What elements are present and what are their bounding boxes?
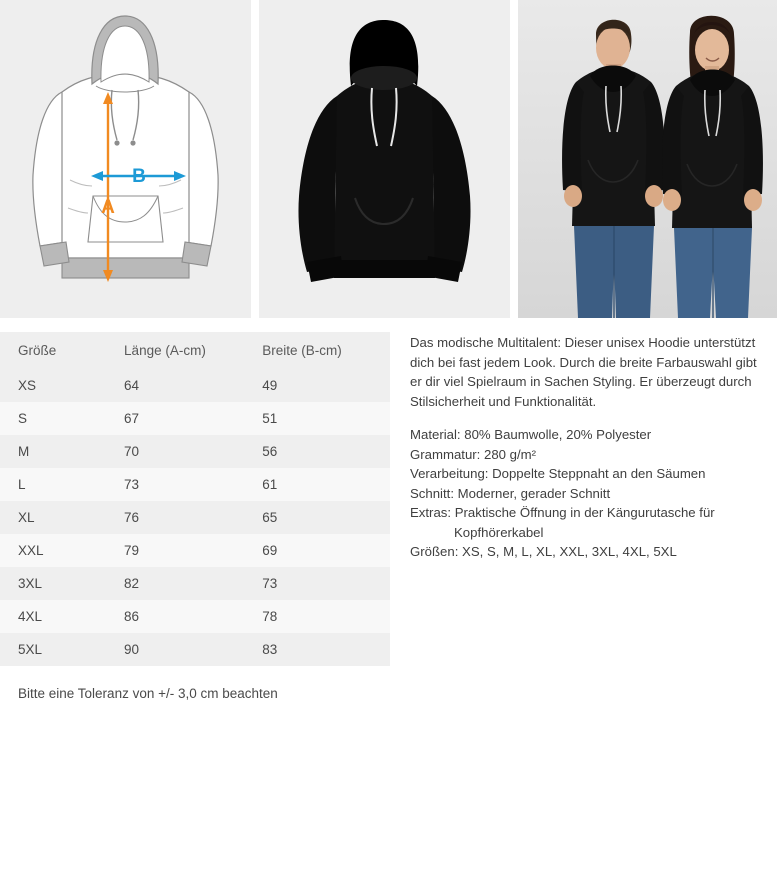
size-table-column xyxy=(0,332,390,701)
cell-width: 83 xyxy=(244,633,390,666)
cell-length: 79 xyxy=(106,534,244,567)
model-photo-card xyxy=(518,0,777,318)
table-row xyxy=(0,600,390,633)
spec-fit: Schnitt: Moderner, gerader Schnitt xyxy=(410,485,611,501)
details-section xyxy=(0,318,777,701)
spec-weight: Grammatur: 280 g/m² xyxy=(410,446,537,462)
cell-width: 51 xyxy=(244,402,390,435)
table-row xyxy=(0,369,390,402)
cell-length: 82 xyxy=(106,567,244,600)
cell-size: 5XL xyxy=(0,633,106,666)
header-size: Größe xyxy=(0,332,106,369)
cell-length: 67 xyxy=(106,402,244,435)
cell-width: 49 xyxy=(244,369,390,402)
cell-length: 76 xyxy=(106,501,244,534)
cell-size: XL xyxy=(0,501,106,534)
product-specs xyxy=(410,425,769,562)
tolerance-note: Bitte eine Toleranz von +/- 3,0 cm beachten xyxy=(18,686,278,701)
cell-length: 70 xyxy=(106,435,244,468)
cell-width: 56 xyxy=(244,435,390,468)
cell-size: M xyxy=(0,435,106,468)
cell-length: 64 xyxy=(106,369,244,402)
table-row xyxy=(0,501,390,534)
size-chart-table xyxy=(0,332,390,666)
table-row xyxy=(0,435,390,468)
spec-sizes: Größen: XS, S, M, L, XL, XXL, 3XL, 4XL, 5XL xyxy=(410,544,677,560)
svg-text:B: B xyxy=(132,166,146,187)
header-width: Breite (B-cm) xyxy=(244,332,390,369)
cell-width: 78 xyxy=(244,600,390,633)
spec-material: Material: 80% Baumwolle, 20% Polyester xyxy=(410,427,652,443)
table-row xyxy=(0,633,390,666)
spec-extras: Extras: Praktische Öffnung in der Kängurutasche für xyxy=(410,505,715,521)
table-header-row xyxy=(0,332,390,369)
cell-width: 65 xyxy=(244,501,390,534)
spec-construction: Verarbeitung: Doppelte Steppnaht an den Säumen xyxy=(410,466,706,482)
cell-size: L xyxy=(0,468,106,501)
cell-length: 90 xyxy=(106,633,244,666)
spec-extras-cont: Kopfhörerkabel xyxy=(454,524,544,540)
cell-size: S xyxy=(0,402,106,435)
product-photo-card xyxy=(259,0,510,318)
svg-text:A: A xyxy=(101,197,115,218)
two-models-photo xyxy=(518,0,777,318)
cell-width: 73 xyxy=(244,567,390,600)
table-row xyxy=(0,534,390,567)
cell-width: 61 xyxy=(244,468,390,501)
technical-drawing-card xyxy=(0,0,251,318)
cell-size: XXL xyxy=(0,534,106,567)
header-length: Länge (A-cm) xyxy=(106,332,244,369)
cell-size: XS xyxy=(0,369,106,402)
hoodie-technical-drawing xyxy=(0,0,251,318)
table-row xyxy=(0,468,390,501)
product-image-gallery xyxy=(0,0,777,318)
cell-size: 3XL xyxy=(0,567,106,600)
cell-length: 73 xyxy=(106,468,244,501)
cell-size: 4XL xyxy=(0,600,106,633)
product-description xyxy=(390,332,777,701)
description-intro: Das modische Multitalent: Dieser unisex Hoodie unterstützt dich bei fast jedem Look. Durch die breite Farbauswahl gibt er dir viel Spielraum in Sachen Styling. Er überzeugt durch Stilsicherheit und Funktionalität. xyxy=(410,335,757,409)
black-hoodie-photo xyxy=(259,0,510,318)
cell-length: 86 xyxy=(106,600,244,633)
table-row xyxy=(0,567,390,600)
table-row xyxy=(0,402,390,435)
cell-width: 69 xyxy=(244,534,390,567)
